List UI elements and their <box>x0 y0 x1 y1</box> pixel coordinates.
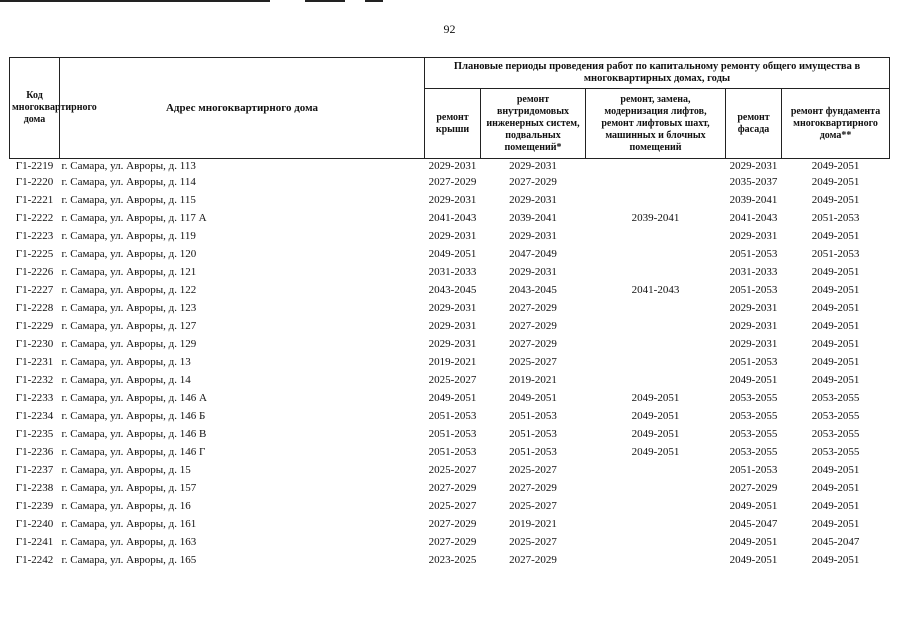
cell-code: Г1-2230 <box>15 338 54 350</box>
cell-code: Г1-2240 <box>15 518 54 530</box>
cell-roof: 2019-2021 <box>428 356 477 368</box>
cell-facade: 2051-2053 <box>729 464 778 476</box>
table-row <box>10 389 890 407</box>
cell-lifts <box>586 371 726 389</box>
cell-facade: 2049-2051 <box>729 374 778 386</box>
cell-address: г. Самара, ул. Авроры, д. 122 <box>61 284 197 296</box>
cell-address: г. Самара, ул. Авроры, д. 115 <box>61 194 196 206</box>
table-row <box>10 173 890 191</box>
table-row <box>10 263 890 281</box>
cell-systems: 2027-2029 <box>509 302 557 314</box>
cell-systems: 2027-2029 <box>509 338 557 350</box>
table-row <box>10 299 890 317</box>
cell-foundation: 2049-2051 <box>811 284 860 296</box>
cell-roof: 2027-2029 <box>428 482 477 494</box>
table-row <box>10 551 890 569</box>
cell-code: Г1-2223 <box>15 230 54 242</box>
cell-systems: 2043-2045 <box>509 284 557 296</box>
table-row <box>10 479 890 497</box>
cell-roof: 2043-2045 <box>428 284 477 296</box>
cell-code: Г1-2239 <box>15 500 54 512</box>
cell-foundation: 2049-2051 <box>811 176 860 188</box>
top-rule-short <box>365 0 383 2</box>
cell-address: г. Самара, ул. Авроры, д. 146 В <box>61 428 207 440</box>
cell-facade: 2029-2031 <box>729 230 778 242</box>
cell-code: Г1-2220 <box>15 176 54 188</box>
cell-lifts <box>586 515 726 533</box>
cell-roof: 2027-2029 <box>428 176 477 188</box>
cell-roof: 2023-2025 <box>428 554 477 566</box>
cell-facade: 2029-2031 <box>729 160 778 172</box>
cell-lifts: 2049-2051 <box>631 410 680 422</box>
cell-lifts <box>586 353 726 371</box>
cell-facade: 2051-2053 <box>729 248 778 260</box>
cell-code: Г1-2237 <box>15 464 54 476</box>
header-periods-title: Плановые периоды проведения работ по капитальному ремонту общего имущества в многоквартирных домах, годы <box>425 58 890 89</box>
cell-systems: 2025-2027 <box>509 356 557 368</box>
cell-address: г. Самара, ул. Авроры, д. 114 <box>61 176 196 188</box>
header-roof: ремонт крыши <box>425 89 481 159</box>
cell-address: г. Самара, ул. Авроры, д. 120 <box>61 248 197 260</box>
table-body <box>10 159 890 570</box>
cell-code: Г1-2231 <box>15 356 54 368</box>
header-engineering-systems: ремонт внутридомовых инженерных систем, подвальных помещений* <box>481 89 586 159</box>
cell-systems: 2029-2031 <box>509 266 557 278</box>
cell-address: г. Самара, ул. Авроры, д. 119 <box>61 230 196 242</box>
cell-systems: 2027-2029 <box>509 554 557 566</box>
cell-roof: 2029-2031 <box>428 194 477 206</box>
table-row <box>10 497 890 515</box>
cell-code: Г1-2235 <box>15 428 54 440</box>
cell-roof: 2025-2027 <box>428 464 477 476</box>
repair-schedule-table <box>9 57 890 569</box>
cell-address: г. Самара, ул. Авроры, д. 13 <box>61 356 191 368</box>
cell-code: Г1-2227 <box>15 284 54 296</box>
cell-roof: 2031-2033 <box>428 266 477 278</box>
cell-code: Г1-2233 <box>15 392 54 404</box>
cell-foundation: 2049-2051 <box>811 194 860 206</box>
cell-facade: 2053-2055 <box>729 428 778 440</box>
cell-roof: 2029-2031 <box>428 338 477 350</box>
cell-foundation: 2049-2051 <box>811 266 860 278</box>
cell-address: г. Самара, ул. Авроры, д. 165 <box>61 554 197 566</box>
cell-facade: 2035-2037 <box>729 176 778 188</box>
cell-roof: 2025-2027 <box>428 500 477 512</box>
cell-facade: 2053-2055 <box>729 446 778 458</box>
cell-code: Г1-2229 <box>15 320 54 332</box>
cell-code: Г1-2238 <box>15 482 54 494</box>
cell-lifts <box>586 263 726 281</box>
header-code: Код многоквартирного дома <box>10 58 60 159</box>
cell-code: Г1-2232 <box>15 374 54 386</box>
cell-address: г. Самара, ул. Авроры, д. 15 <box>61 464 191 476</box>
cell-foundation: 2049-2051 <box>811 482 860 494</box>
cell-foundation: 2049-2051 <box>811 230 860 242</box>
cell-address: г. Самара, ул. Авроры, д. 113 <box>61 160 196 172</box>
cell-code: Г1-2219 <box>15 160 54 172</box>
table-row <box>10 227 890 245</box>
cell-foundation: 2053-2055 <box>811 446 860 458</box>
table-row <box>10 281 890 299</box>
cell-systems: 2027-2029 <box>509 320 557 332</box>
cell-roof: 2027-2029 <box>428 536 477 548</box>
cell-systems: 2039-2041 <box>509 212 557 224</box>
cell-code: Г1-2242 <box>15 554 54 566</box>
cell-foundation: 2049-2051 <box>811 554 860 566</box>
table-row <box>10 425 890 443</box>
table-row <box>10 461 890 479</box>
page-number: 92 <box>443 22 456 36</box>
cell-systems: 2025-2027 <box>509 464 557 476</box>
cell-roof: 2051-2053 <box>428 410 477 422</box>
cell-systems: 2027-2029 <box>509 176 557 188</box>
cell-address: г. Самара, ул. Авроры, д. 146 Г <box>61 446 206 458</box>
table-row <box>10 533 890 551</box>
cell-roof: 2025-2027 <box>428 374 477 386</box>
cell-code: Г1-2222 <box>15 212 54 224</box>
cell-facade: 2045-2047 <box>729 518 778 530</box>
cell-address: г. Самара, ул. Авроры, д. 129 <box>61 338 197 350</box>
cell-facade: 2031-2033 <box>729 266 778 278</box>
cell-facade: 2053-2055 <box>729 392 778 404</box>
cell-address: г. Самара, ул. Авроры, д. 121 <box>61 266 197 278</box>
cell-roof: 2041-2043 <box>428 212 477 224</box>
cell-systems: 2051-2053 <box>509 428 557 440</box>
cell-code: Г1-2234 <box>15 410 54 422</box>
cell-code: Г1-2241 <box>15 536 54 548</box>
cell-facade: 2029-2031 <box>729 338 778 350</box>
cell-foundation: 2049-2051 <box>811 374 860 386</box>
cell-lifts: 2049-2051 <box>631 428 680 440</box>
cell-systems: 2051-2053 <box>509 446 557 458</box>
cell-foundation: 2049-2051 <box>811 464 860 476</box>
cell-address: г. Самара, ул. Авроры, д. 146 Б <box>61 410 206 422</box>
cell-foundation: 2053-2055 <box>811 410 860 422</box>
cell-systems: 2027-2029 <box>509 482 557 494</box>
cell-lifts <box>586 299 726 317</box>
cell-lifts <box>586 335 726 353</box>
cell-address: г. Самара, ул. Авроры, д. 161 <box>61 518 197 530</box>
header-foundation: ремонт фундамента многоквартирного дома** <box>782 89 890 159</box>
cell-facade: 2051-2053 <box>729 356 778 368</box>
cell-roof: 2049-2051 <box>428 248 477 260</box>
cell-roof: 2051-2053 <box>428 446 477 458</box>
cell-systems: 2029-2031 <box>509 230 557 242</box>
cell-foundation: 2053-2055 <box>811 392 860 404</box>
cell-facade: 2029-2031 <box>729 320 778 332</box>
top-rule-short <box>305 0 345 2</box>
cell-foundation: 2049-2051 <box>811 500 860 512</box>
cell-address: г. Самара, ул. Авроры, д. 117 А <box>61 212 207 224</box>
table-row <box>10 515 890 533</box>
cell-systems: 2029-2031 <box>509 194 557 206</box>
cell-lifts <box>586 497 726 515</box>
cell-facade: 2053-2055 <box>729 410 778 422</box>
cell-lifts <box>586 159 726 174</box>
cell-roof: 2027-2029 <box>428 518 477 530</box>
cell-lifts <box>586 317 726 335</box>
header-facade: ремонт фасада <box>726 89 782 159</box>
cell-foundation: 2049-2051 <box>811 356 860 368</box>
cell-lifts <box>586 533 726 551</box>
table-row <box>10 317 890 335</box>
header-address: Адрес многоквартирного дома <box>60 58 425 159</box>
cell-lifts <box>586 173 726 191</box>
cell-systems: 2051-2053 <box>509 410 557 422</box>
cell-address: г. Самара, ул. Авроры, д. 16 <box>61 500 191 512</box>
cell-lifts: 2041-2043 <box>631 284 680 296</box>
cell-roof: 2029-2031 <box>428 320 477 332</box>
cell-foundation: 2045-2047 <box>811 536 860 548</box>
cell-lifts <box>586 191 726 209</box>
cell-code: Г1-2228 <box>15 302 54 314</box>
top-rule <box>0 0 270 2</box>
table-row <box>10 191 890 209</box>
cell-systems: 2019-2021 <box>509 518 557 530</box>
cell-code: Г1-2225 <box>15 248 54 260</box>
cell-systems: 2029-2031 <box>509 160 557 172</box>
cell-address: г. Самара, ул. Авроры, д. 163 <box>61 536 197 548</box>
cell-roof: 2051-2053 <box>428 428 477 440</box>
cell-facade: 2027-2029 <box>729 482 778 494</box>
cell-lifts <box>586 227 726 245</box>
cell-foundation: 2049-2051 <box>811 338 860 350</box>
cell-address: г. Самара, ул. Авроры, д. 127 <box>61 320 197 332</box>
cell-foundation: 2051-2053 <box>811 212 860 224</box>
cell-systems: 2019-2021 <box>509 374 557 386</box>
cell-code: Г1-2221 <box>15 194 54 206</box>
cell-facade: 2049-2051 <box>729 536 778 548</box>
cell-foundation: 2051-2053 <box>811 248 860 260</box>
cell-lifts <box>586 245 726 263</box>
cell-systems: 2049-2051 <box>509 392 557 404</box>
cell-foundation: 2049-2051 <box>811 302 860 314</box>
cell-systems: 2025-2027 <box>509 500 557 512</box>
cell-facade: 2049-2051 <box>729 554 778 566</box>
header-lifts: ремонт, замена, модернизация лифтов, ремонт лифтовых шахт, машинных и блочных помещений <box>586 89 726 159</box>
table-row <box>10 371 890 389</box>
cell-lifts: 2039-2041 <box>631 212 680 224</box>
table-row <box>10 353 890 371</box>
cell-facade: 2029-2031 <box>729 302 778 314</box>
cell-foundation: 2049-2051 <box>811 160 860 172</box>
cell-address: г. Самара, ул. Авроры, д. 146 А <box>61 392 207 404</box>
cell-lifts <box>586 461 726 479</box>
cell-roof: 2029-2031 <box>428 302 477 314</box>
table-row <box>10 209 890 227</box>
cell-code: Г1-2236 <box>15 446 54 458</box>
table-row <box>10 443 890 461</box>
cell-lifts: 2049-2051 <box>631 392 680 404</box>
cell-lifts <box>586 551 726 569</box>
cell-roof: 2029-2031 <box>428 160 477 172</box>
table-row <box>10 335 890 353</box>
table-row <box>10 159 890 174</box>
cell-code: Г1-2226 <box>15 266 54 278</box>
cell-facade: 2041-2043 <box>729 212 778 224</box>
cell-facade: 2051-2053 <box>729 284 778 296</box>
cell-lifts: 2049-2051 <box>631 446 680 458</box>
cell-systems: 2047-2049 <box>509 248 557 260</box>
cell-address: г. Самара, ул. Авроры, д. 157 <box>61 482 197 494</box>
table-row <box>10 407 890 425</box>
cell-facade: 2049-2051 <box>729 500 778 512</box>
cell-foundation: 2049-2051 <box>811 320 860 332</box>
cell-foundation: 2053-2055 <box>811 428 860 440</box>
cell-address: г. Самара, ул. Авроры, д. 14 <box>61 374 191 386</box>
cell-roof: 2029-2031 <box>428 230 477 242</box>
table-row <box>10 245 890 263</box>
cell-foundation: 2049-2051 <box>811 518 860 530</box>
cell-lifts <box>586 479 726 497</box>
cell-systems: 2025-2027 <box>509 536 557 548</box>
cell-roof: 2049-2051 <box>428 392 477 404</box>
cell-facade: 2039-2041 <box>729 194 778 206</box>
cell-address: г. Самара, ул. Авроры, д. 123 <box>61 302 197 314</box>
